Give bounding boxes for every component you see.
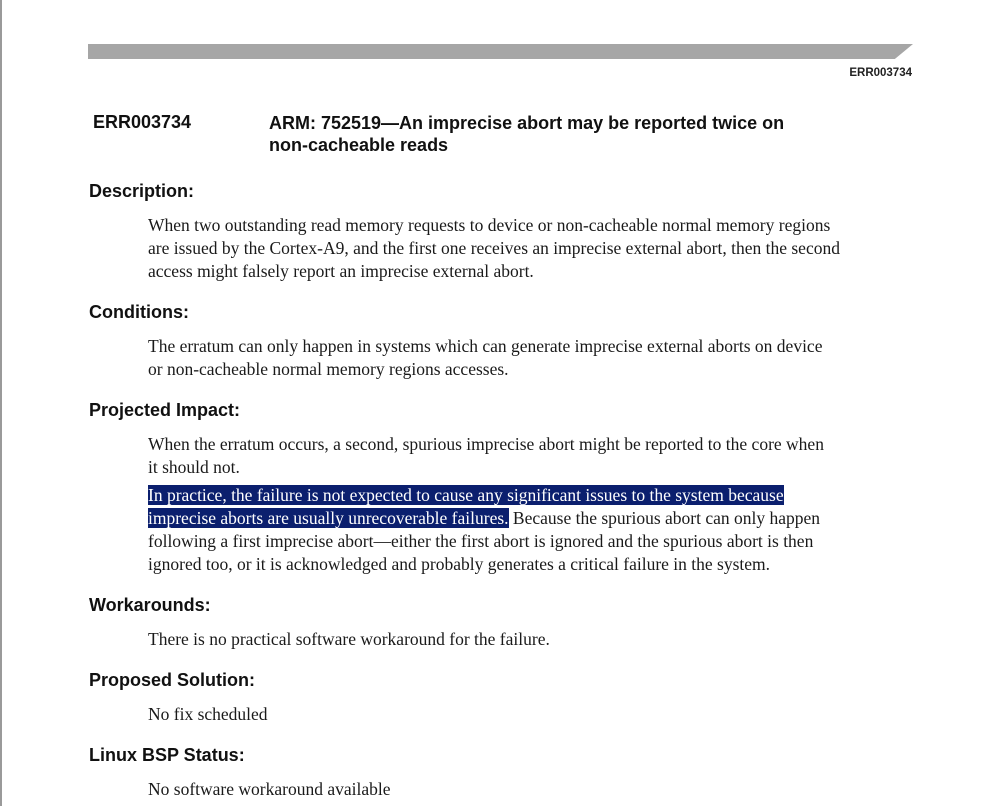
impact-line: it should not. (148, 457, 240, 477)
description-line: When two outstanding read memory requests to device or non-cacheable normal memory regions (148, 215, 831, 235)
workarounds-heading: Workarounds: (89, 595, 211, 615)
impact-line: following a first imprecise abort—either the first abort is ignored and the spurious abort is then (148, 531, 814, 551)
workarounds-line: There is no practical software workaround for the failure. (148, 629, 550, 649)
conditions-text[interactable] (148, 335, 928, 381)
impact-paragraph-1[interactable] (148, 433, 928, 479)
impact-heading: Projected Impact: (89, 400, 241, 420)
impact-line-rest: Because the spurious abort can only happen (508, 508, 821, 528)
solution-heading: Proposed Solution: (89, 670, 255, 690)
header-doc-id: ERR003734 (849, 67, 912, 79)
bsp-heading: Linux BSP Status: (89, 745, 245, 765)
description-line: access might falsely report an imprecise external abort. (148, 261, 534, 281)
solution-text[interactable] (148, 703, 928, 726)
impact-paragraph-2[interactable] (148, 484, 928, 576)
erratum-title (269, 112, 869, 156)
description-heading: Description: (89, 181, 195, 201)
bsp-line: No software workaround available (148, 779, 391, 799)
conditions-line: The erratum can only happen in systems which can generate imprecise external aborts on device (148, 336, 823, 356)
description-line: are issued by the Cortex-A9, and the first one receives an imprecise external abort, then the second (148, 238, 840, 258)
header-bar (88, 44, 913, 59)
erratum-title-line1: ARM: 752519—An imprecise abort may be reported twice on (269, 113, 785, 133)
solution-line: No fix scheduled (148, 704, 268, 724)
conditions-line: or non-cacheable normal memory regions accesses. (148, 359, 509, 379)
impact-line: When the erratum occurs, a second, spurious imprecise abort might be reported to the core when (148, 434, 824, 454)
window-left-border (0, 0, 2, 806)
erratum-id: ERR003734 (93, 112, 192, 132)
text-selection[interactable]: In practice, the failure is not expected to cause any significant issues to the system because (148, 485, 784, 505)
erratum-title-line2: non-cacheable reads (269, 135, 449, 155)
description-text[interactable] (148, 214, 928, 283)
text-selection[interactable]: imprecise aborts are usually unrecoverable failures. (148, 508, 509, 528)
bsp-text[interactable] (148, 778, 928, 801)
impact-line-mixed (148, 507, 928, 530)
impact-line: ignored too, or it is acknowledged and probably generates a critical failure in the system. (148, 554, 771, 574)
impact-line-selected (148, 484, 928, 507)
conditions-heading: Conditions: (89, 302, 189, 322)
workarounds-text[interactable] (148, 628, 928, 651)
